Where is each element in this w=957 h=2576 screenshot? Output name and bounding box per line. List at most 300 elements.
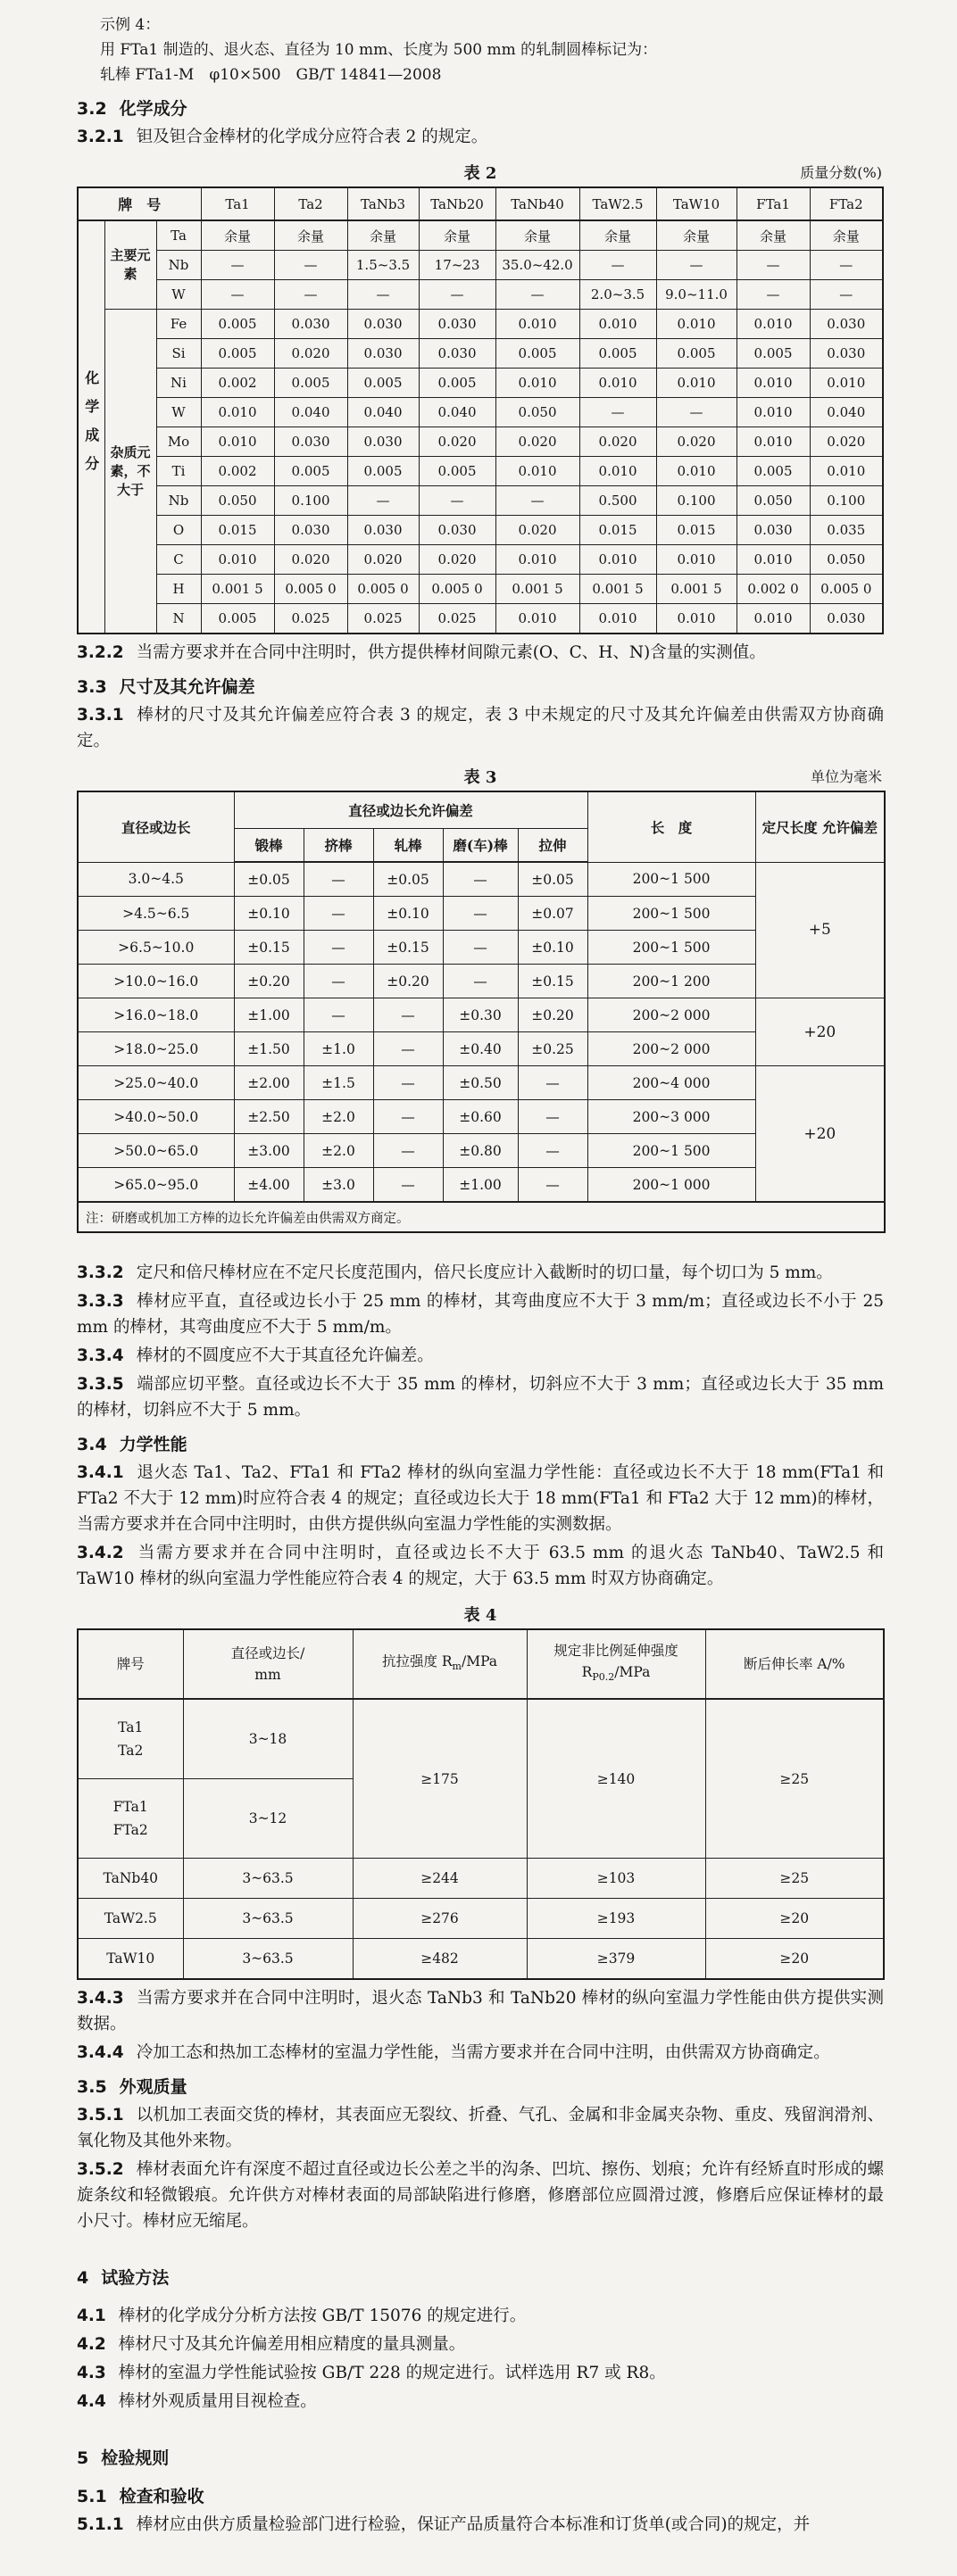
t4-tensile: ≥175 bbox=[353, 1699, 527, 1859]
t3-length: 200~1 500 bbox=[587, 1134, 755, 1168]
section-3-2-heading bbox=[77, 95, 884, 120]
section-number: 3.4.2 bbox=[77, 1544, 124, 1562]
t2-cell: 0.010 bbox=[736, 310, 810, 339]
t2-grade-header: TaW2.5 bbox=[579, 187, 656, 220]
section-3-2-1 bbox=[77, 124, 884, 150]
section-number: 3.2 bbox=[77, 99, 107, 119]
section-text: 端部应切平整。直径或边长不大于 35 mm 的棒材，切斜应不大于 3 mm；直径或边长大于 35 mm 的棒材，切斜应不大于 5 mm。 bbox=[77, 1375, 884, 1420]
section-4-1 bbox=[77, 2303, 884, 2329]
section-number: 4.2 bbox=[77, 2335, 106, 2354]
t2-cell: — bbox=[201, 280, 274, 310]
t3-cell: ±0.25 bbox=[518, 1032, 587, 1066]
t3-subheader: 拉伸 bbox=[518, 829, 587, 863]
t2-cell: 9.0~11.0 bbox=[656, 280, 736, 310]
t2-element: Fe bbox=[156, 310, 201, 339]
t4-rp-suffix: /MPa bbox=[614, 1664, 651, 1680]
t2-impurity-row bbox=[78, 369, 883, 398]
t2-cell: 0.030 bbox=[274, 310, 347, 339]
section-text: 棒材的室温力学性能试验按 GB/T 228 的规定进行。试样选用 R7 或 R8。 bbox=[118, 2364, 666, 2382]
t3-subheader: 锻棒 bbox=[234, 829, 304, 863]
t4-elongation: ≥25 bbox=[705, 1859, 884, 1899]
section-text: 棒材表面允许有深度不超过直径或边长公差之半的沟条、凹坑、擦伤、划痕；允许有经矫直时形成的螺旋条纹和轻微锻痕。允许供方对棒材表面的局部缺陷进行修磨，修磨部位应圆滑过渡，修磨后应保证棒材的最小尺寸。棒材应无缩尾。 bbox=[77, 2160, 884, 2231]
t2-cell: 0.030 bbox=[810, 310, 883, 339]
table-4-caption: 表 4 bbox=[463, 1606, 497, 1625]
t2-cell: 0.010 bbox=[656, 545, 736, 575]
t2-cell: 0.025 bbox=[419, 604, 495, 634]
t4-rp-subscript: P0.2 bbox=[592, 1671, 615, 1683]
t2-row-ta bbox=[78, 220, 883, 251]
t2-element: H bbox=[156, 575, 201, 604]
t2-cell: 0.040 bbox=[347, 398, 419, 427]
section-number: 3.4.1 bbox=[77, 1463, 124, 1482]
t3-cell: ±0.50 bbox=[443, 1066, 518, 1100]
t2-cell: 0.010 bbox=[656, 604, 736, 634]
section-3-2-2 bbox=[77, 640, 884, 666]
t4-elongation-header: 断后伸长率 A/% bbox=[705, 1629, 884, 1699]
t3-cell: ±0.30 bbox=[443, 998, 518, 1032]
t3-cell: — bbox=[373, 1134, 443, 1168]
section-text: 棒材应由供方质量检验部门进行检验，保证产品质量符合本标准和订货单(或合同)的规定，并 bbox=[136, 2515, 811, 2534]
t3-cell: ±0.20 bbox=[234, 965, 304, 998]
section-3-5-1 bbox=[77, 2102, 884, 2154]
t2-cell: 0.005 bbox=[495, 339, 579, 369]
section-title: 试验方法 bbox=[101, 2268, 170, 2288]
t3-cell: ±0.40 bbox=[443, 1032, 518, 1066]
t2-cell: 0.020 bbox=[810, 427, 883, 457]
t2-cell: 0.010 bbox=[736, 427, 810, 457]
t4-size-header-line2: mm bbox=[254, 1667, 281, 1683]
t2-impurity-row bbox=[78, 516, 883, 545]
t2-cell: 0.050 bbox=[495, 398, 579, 427]
t3-cell: ±1.5 bbox=[304, 1066, 373, 1100]
t4-elongation: ≥25 bbox=[705, 1699, 884, 1859]
t2-cell: 0.005 bbox=[347, 369, 419, 398]
t3-fixed-tolerance: +5 bbox=[755, 862, 885, 998]
t2-impurity-group-label: 杂质元素，不大于 bbox=[104, 310, 156, 634]
t3-cell: ±0.05 bbox=[234, 862, 304, 897]
t3-cell: — bbox=[373, 1066, 443, 1100]
t4-rm-prefix: 抗拉强度 R bbox=[381, 1653, 453, 1669]
t2-impurity-row bbox=[78, 486, 883, 516]
t2-cell: 0.010 bbox=[579, 457, 656, 486]
section-title: 外观质量 bbox=[119, 2077, 187, 2097]
t2-grade-header: Ta2 bbox=[274, 187, 347, 220]
t2-cell: 0.010 bbox=[579, 310, 656, 339]
t3-cell: ±0.05 bbox=[373, 862, 443, 897]
section-number: 4.4 bbox=[77, 2392, 106, 2411]
t3-fixed-tolerance: +20 bbox=[755, 998, 885, 1066]
section-number: 3.5 bbox=[77, 2077, 107, 2097]
t3-tolerance-header: 直径或边长允许偏差 bbox=[234, 791, 587, 829]
table-4-caption-row bbox=[77, 1603, 884, 1624]
section-number: 3.4.3 bbox=[77, 1989, 124, 2008]
t3-fixed-length-header: 定尺长度 允许偏差 bbox=[755, 791, 885, 862]
t2-main-group-label: 主要元素 bbox=[104, 220, 156, 310]
t2-cell: — bbox=[656, 398, 736, 427]
t2-cell: — bbox=[495, 280, 579, 310]
t4-brand bbox=[78, 1779, 183, 1859]
example-label: 示例 4： bbox=[100, 16, 161, 34]
section-number: 3.5.2 bbox=[77, 2160, 124, 2179]
section-4-2 bbox=[77, 2332, 884, 2357]
t2-cell: 0.010 bbox=[810, 369, 883, 398]
t3-cell: — bbox=[518, 1100, 587, 1134]
section-text: 退火态 Ta1、Ta2、FTa1 和 FTa2 棒材的纵向室温力学性能：直径或边长不大于 18 mm(FTa1 和 FTa2 不大于 12 mm)时应符合表 4 的规定；直径或边长大于 18 mm(FTa1 和 FTa2 大于 12 mm)的棒材，当需方要求并在合同中注明时，由供方提供纵向室温力学性能的实测数据。 bbox=[77, 1463, 884, 1534]
t3-diameter-header: 直径或边长 bbox=[78, 791, 234, 862]
t2-cell: 0.010 bbox=[810, 457, 883, 486]
t3-length: 200~1 500 bbox=[587, 931, 755, 965]
section-3-5-2 bbox=[77, 2157, 884, 2234]
section-number: 4.3 bbox=[77, 2364, 106, 2382]
t2-brand-header: 牌 号 bbox=[78, 187, 201, 220]
t3-cell: ±0.05 bbox=[518, 862, 587, 897]
t3-cell: — bbox=[373, 1032, 443, 1066]
t2-cell: 0.005 bbox=[274, 457, 347, 486]
t2-cell: 0.005 bbox=[201, 310, 274, 339]
t2-cell: 17~23 bbox=[419, 251, 495, 280]
example-line-1: 用 FTa1 制造的、退火态、直径为 10 mm、长度为 500 mm 的轧制圆棒标记为： bbox=[100, 41, 658, 59]
section-number: 3.4 bbox=[77, 1435, 107, 1454]
t4-brand: TaW2.5 bbox=[78, 1899, 183, 1939]
t3-cell: ±2.50 bbox=[234, 1100, 304, 1134]
t3-cell: ±0.10 bbox=[234, 897, 304, 931]
t2-cell: 0.001 5 bbox=[495, 575, 579, 604]
t2-cell: 0.001 5 bbox=[656, 575, 736, 604]
t2-cell: 0.015 bbox=[656, 516, 736, 545]
t3-cell: ±0.15 bbox=[373, 931, 443, 965]
table-4-header-row bbox=[78, 1629, 884, 1699]
t3-fixed-tolerance: +20 bbox=[755, 1066, 885, 1203]
table-3-caption: 表 3 bbox=[463, 768, 497, 787]
t2-cell: — bbox=[810, 251, 883, 280]
t2-cell: 0.020 bbox=[495, 516, 579, 545]
t4-row bbox=[78, 1859, 884, 1899]
t3-length: 200~1 000 bbox=[587, 1168, 755, 1203]
t2-cell: 0.030 bbox=[274, 516, 347, 545]
section-3-5-heading bbox=[77, 2074, 884, 2098]
section-title: 尺寸及其允许偏差 bbox=[119, 677, 255, 697]
section-text: 棒材的不圆度应不大于其直径允许偏差。 bbox=[136, 1346, 434, 1365]
t2-cell: 0.010 bbox=[579, 545, 656, 575]
section-number: 3.4.4 bbox=[77, 2043, 124, 2062]
t2-cell: 0.010 bbox=[579, 369, 656, 398]
t2-cell: 0.010 bbox=[656, 310, 736, 339]
section-3-3-1 bbox=[77, 702, 884, 754]
t4-brand-line1: FTa1 bbox=[112, 1799, 148, 1815]
t2-cell: 0.010 bbox=[656, 369, 736, 398]
t2-cell: 0.030 bbox=[347, 339, 419, 369]
t2-cell: — bbox=[201, 251, 274, 280]
t4-tensile-header bbox=[353, 1629, 527, 1699]
t3-cell: — bbox=[373, 998, 443, 1032]
section-number: 3.5.1 bbox=[77, 2106, 124, 2125]
section-number: 3.2.2 bbox=[77, 643, 124, 662]
section-text: 当需方要求并在合同中注明时，退火态 TaNb3 和 TaNb20 棒材的纵向室温力学性能由供方提供实测数据。 bbox=[77, 1989, 884, 2033]
t2-cell: 0.020 bbox=[347, 545, 419, 575]
t2-grade-header: FTa1 bbox=[736, 187, 810, 220]
t3-range: >40.0~50.0 bbox=[78, 1100, 234, 1134]
t2-cell: 0.010 bbox=[736, 545, 810, 575]
t2-chem-label: 化学成分 bbox=[78, 220, 104, 634]
section-title: 力学性能 bbox=[119, 1435, 187, 1454]
t3-cell: — bbox=[518, 1066, 587, 1100]
section-number: 4 bbox=[77, 2268, 89, 2288]
section-number: 5.1.1 bbox=[77, 2515, 124, 2534]
t3-cell: — bbox=[518, 1168, 587, 1203]
t3-length: 200~2 000 bbox=[587, 1032, 755, 1066]
t2-cell: 余量 bbox=[810, 220, 883, 251]
t3-cell: ±2.0 bbox=[304, 1100, 373, 1134]
t3-cell: ±0.15 bbox=[234, 931, 304, 965]
section-text: 棒材外观质量用目视检查。 bbox=[118, 2392, 317, 2411]
t2-cell: 0.005 0 bbox=[419, 575, 495, 604]
t2-cell: 0.010 bbox=[495, 545, 579, 575]
t3-length: 200~1 500 bbox=[587, 897, 755, 931]
t4-size: 3~63.5 bbox=[183, 1899, 353, 1939]
t2-cell: 0.500 bbox=[579, 486, 656, 516]
t2-cell: 0.100 bbox=[274, 486, 347, 516]
example-line-2: 轧棒 FTa1-M φ10×500 GB/T 14841—2008 bbox=[100, 66, 442, 84]
t2-cell: 0.040 bbox=[274, 398, 347, 427]
t2-cell: 0.005 0 bbox=[274, 575, 347, 604]
t2-main-row bbox=[78, 280, 883, 310]
t2-cell: — bbox=[736, 251, 810, 280]
t2-cell: 0.030 bbox=[419, 516, 495, 545]
t2-main-row bbox=[78, 251, 883, 280]
t4-yield: ≥193 bbox=[527, 1899, 705, 1939]
t2-cell: 0.010 bbox=[736, 369, 810, 398]
t3-range: 3.0~4.5 bbox=[78, 862, 234, 897]
t2-cell: 0.010 bbox=[656, 457, 736, 486]
t4-tensile: ≥482 bbox=[353, 1939, 527, 1980]
t4-yield: ≥103 bbox=[527, 1859, 705, 1899]
t2-cell: 0.001 5 bbox=[579, 575, 656, 604]
table-3-unit: 单位为毫米 bbox=[810, 768, 882, 785]
t3-subheader: 轧棒 bbox=[373, 829, 443, 863]
t4-elongation: ≥20 bbox=[705, 1939, 884, 1980]
t3-cell: — bbox=[443, 862, 518, 897]
section-text: 棒材的化学成分分析方法按 GB/T 15076 的规定进行。 bbox=[118, 2307, 527, 2325]
t2-impurity-row bbox=[78, 604, 883, 634]
section-title: 检查和验收 bbox=[119, 2487, 204, 2506]
section-title: 检验规则 bbox=[101, 2448, 170, 2468]
t2-cell: 0.050 bbox=[810, 545, 883, 575]
t3-cell: — bbox=[304, 998, 373, 1032]
t3-cell: ±1.00 bbox=[443, 1168, 518, 1203]
t3-note: 注：研磨或机加工方棒的边长允许偏差由供需双方商定。 bbox=[78, 1202, 885, 1232]
t2-cell: — bbox=[274, 280, 347, 310]
t2-impurity-row bbox=[78, 339, 883, 369]
t4-yield-header bbox=[527, 1629, 705, 1699]
t2-element: Si bbox=[156, 339, 201, 369]
t2-cell: — bbox=[419, 486, 495, 516]
t2-cell: 0.002 0 bbox=[736, 575, 810, 604]
t2-cell: 0.030 bbox=[736, 516, 810, 545]
t3-length-header: 长 度 bbox=[587, 791, 755, 862]
t2-cell: 0.020 bbox=[274, 339, 347, 369]
t2-cell: 0.005 bbox=[419, 457, 495, 486]
t2-element: W bbox=[156, 398, 201, 427]
t3-length: 200~3 000 bbox=[587, 1100, 755, 1134]
t2-cell: — bbox=[347, 280, 419, 310]
table-3-caption-row bbox=[77, 765, 884, 786]
t4-brand: TaNb40 bbox=[78, 1859, 183, 1899]
t4-brand-line1: Ta1 bbox=[118, 1719, 144, 1735]
t2-grade-header: TaNb20 bbox=[419, 187, 495, 220]
t2-cell: 35.0~42.0 bbox=[495, 251, 579, 280]
t3-range: >6.5~10.0 bbox=[78, 931, 234, 965]
t2-cell: 0.030 bbox=[810, 604, 883, 634]
t4-tensile: ≥244 bbox=[353, 1859, 527, 1899]
t2-cell: 0.010 bbox=[201, 427, 274, 457]
t2-cell: 0.030 bbox=[810, 339, 883, 369]
section-text: 钽及钽合金棒材的化学成分应符合表 2 的规定。 bbox=[136, 128, 488, 146]
t2-cell: 0.010 bbox=[201, 398, 274, 427]
section-text: 以机加工表面交货的棒材，其表面应无裂纹、折叠、气孔、金属和非金属夹杂物、重皮、残留润滑剂、氧化物及其他外来物。 bbox=[77, 2106, 884, 2150]
section-3-3-heading bbox=[77, 674, 884, 698]
t2-cell: 0.050 bbox=[736, 486, 810, 516]
t3-note-row bbox=[78, 1202, 885, 1232]
t4-yield: ≥379 bbox=[527, 1939, 705, 1980]
section-3-3-3 bbox=[77, 1288, 884, 1340]
section-text: 棒材应平直，直径或边长小于 25 mm 的棒材，其弯曲度应不大于 3 mm/m；直径或边长不小于 25 mm 的棒材，其弯曲度应不大于 5 mm/m。 bbox=[77, 1292, 884, 1337]
t2-element: N bbox=[156, 604, 201, 634]
t2-cell: 0.010 bbox=[201, 545, 274, 575]
t2-element: O bbox=[156, 516, 201, 545]
t2-grade-header: TaW10 bbox=[656, 187, 736, 220]
t2-cell: 0.010 bbox=[736, 604, 810, 634]
t2-cell: 0.020 bbox=[495, 427, 579, 457]
section-5-1-1 bbox=[77, 2512, 884, 2538]
t4-brand-line2: FTa2 bbox=[112, 1822, 148, 1838]
t2-cell: 0.005 bbox=[274, 369, 347, 398]
t3-cell: ±0.20 bbox=[518, 998, 587, 1032]
t4-tensile: ≥276 bbox=[353, 1899, 527, 1939]
t3-cell: ±1.00 bbox=[234, 998, 304, 1032]
section-3-4-4 bbox=[77, 2040, 884, 2066]
t2-element: C bbox=[156, 545, 201, 575]
t4-rp-line1: 规定非比例延伸强度 bbox=[553, 1643, 678, 1659]
table-4-mechanical-properties bbox=[77, 1628, 885, 1980]
table-2-unit: 质量分数(%) bbox=[800, 164, 882, 181]
t2-cell: 0.020 bbox=[419, 427, 495, 457]
section-4-4 bbox=[77, 2389, 884, 2414]
t3-range: >50.0~65.0 bbox=[78, 1134, 234, 1168]
t2-cell: 0.010 bbox=[579, 604, 656, 634]
t4-rm-suffix: /MPa bbox=[461, 1653, 498, 1669]
section-number: 3.2.1 bbox=[77, 128, 124, 146]
t4-rp-prefix: R bbox=[581, 1664, 593, 1680]
t3-cell: ±2.0 bbox=[304, 1134, 373, 1168]
t2-cell: 余量 bbox=[347, 220, 419, 251]
t3-length: 200~4 000 bbox=[587, 1066, 755, 1100]
t3-cell: ±0.20 bbox=[373, 965, 443, 998]
t4-row-ta bbox=[78, 1699, 884, 1779]
t2-cell: 0.020 bbox=[274, 545, 347, 575]
t2-cell: 0.030 bbox=[419, 310, 495, 339]
t3-subheader: 挤棒 bbox=[304, 829, 373, 863]
t3-range: >25.0~40.0 bbox=[78, 1066, 234, 1100]
t3-cell: — bbox=[518, 1134, 587, 1168]
t2-cell: 0.005 bbox=[579, 339, 656, 369]
t4-size-header bbox=[183, 1629, 353, 1699]
section-3-3-2 bbox=[77, 1260, 884, 1286]
t3-length: 200~1 500 bbox=[587, 862, 755, 897]
t2-cell: 0.010 bbox=[736, 398, 810, 427]
t3-range: >65.0~95.0 bbox=[78, 1168, 234, 1203]
t3-row bbox=[78, 1066, 885, 1100]
t3-cell: — bbox=[304, 931, 373, 965]
t3-cell: ±4.00 bbox=[234, 1168, 304, 1203]
t2-grade-header: TaNb3 bbox=[347, 187, 419, 220]
table-2-caption-row bbox=[77, 161, 884, 182]
section-3-4-1 bbox=[77, 1460, 884, 1537]
t2-cell: 0.020 bbox=[419, 545, 495, 575]
t4-size-header-line1: 直径或边长/ bbox=[230, 1645, 305, 1661]
t2-cell: 2.0~3.5 bbox=[579, 280, 656, 310]
t2-cell: 0.030 bbox=[347, 516, 419, 545]
example-block bbox=[100, 12, 884, 87]
t2-element: Nb bbox=[156, 251, 201, 280]
t3-cell: — bbox=[304, 897, 373, 931]
t2-cell: 0.020 bbox=[579, 427, 656, 457]
t2-cell: — bbox=[579, 398, 656, 427]
t2-cell: 0.100 bbox=[810, 486, 883, 516]
t2-cell: 余量 bbox=[579, 220, 656, 251]
t2-cell: 0.025 bbox=[274, 604, 347, 634]
t2-element: Ni bbox=[156, 369, 201, 398]
t2-cell: — bbox=[579, 251, 656, 280]
t3-cell: ±0.15 bbox=[518, 965, 587, 998]
t3-range: >16.0~18.0 bbox=[78, 998, 234, 1032]
section-number: 3.3.5 bbox=[77, 1375, 124, 1394]
t3-cell: — bbox=[373, 1100, 443, 1134]
section-text: 当需方要求并在合同中注明时，直径或边长不大于 63.5 mm 的退火态 TaNb40、TaW2.5 和 TaW10 棒材的纵向室温力学性能应符合表 4 的规定，大于 63.5 mm 时双方协商确定。 bbox=[77, 1544, 884, 1588]
t4-elongation: ≥20 bbox=[705, 1899, 884, 1939]
section-3-3-5 bbox=[77, 1371, 884, 1423]
t3-cell: — bbox=[304, 862, 373, 897]
t2-cell: 0.002 bbox=[201, 457, 274, 486]
t3-cell: ±3.00 bbox=[234, 1134, 304, 1168]
section-text: 棒材的尺寸及其允许偏差应符合表 3 的规定，表 3 中未规定的尺寸及其允许偏差由供需双方协商确定。 bbox=[77, 706, 884, 750]
t2-cell: 0.025 bbox=[347, 604, 419, 634]
section-number: 5 bbox=[77, 2448, 89, 2468]
t3-range: >10.0~16.0 bbox=[78, 965, 234, 998]
table-2-chemical-composition bbox=[77, 186, 884, 634]
section-number: 5.1 bbox=[77, 2487, 107, 2506]
t2-cell: 0.030 bbox=[347, 427, 419, 457]
t3-cell: — bbox=[443, 965, 518, 998]
t2-cell: 0.040 bbox=[419, 398, 495, 427]
t2-cell: 0.050 bbox=[201, 486, 274, 516]
t4-size: 3~63.5 bbox=[183, 1859, 353, 1899]
section-3-4-heading bbox=[77, 1431, 884, 1455]
t3-cell: ±0.10 bbox=[373, 897, 443, 931]
t2-cell: 0.015 bbox=[579, 516, 656, 545]
t2-impurity-row bbox=[78, 575, 883, 604]
t2-cell: 余量 bbox=[656, 220, 736, 251]
t2-cell: 0.010 bbox=[495, 310, 579, 339]
t2-cell: 0.015 bbox=[201, 516, 274, 545]
section-text: 当需方要求并在合同中注明时，供方提供棒材间隙元素(O、C、H、N)含量的实测值。 bbox=[136, 643, 766, 662]
section-5-1-heading bbox=[77, 2483, 884, 2507]
t2-cell: 0.005 bbox=[736, 457, 810, 486]
t2-cell: 1.5~3.5 bbox=[347, 251, 419, 280]
section-number: 3.3 bbox=[77, 677, 107, 697]
t3-cell: — bbox=[304, 965, 373, 998]
t3-range: >18.0~25.0 bbox=[78, 1032, 234, 1066]
t2-impurity-row bbox=[78, 457, 883, 486]
